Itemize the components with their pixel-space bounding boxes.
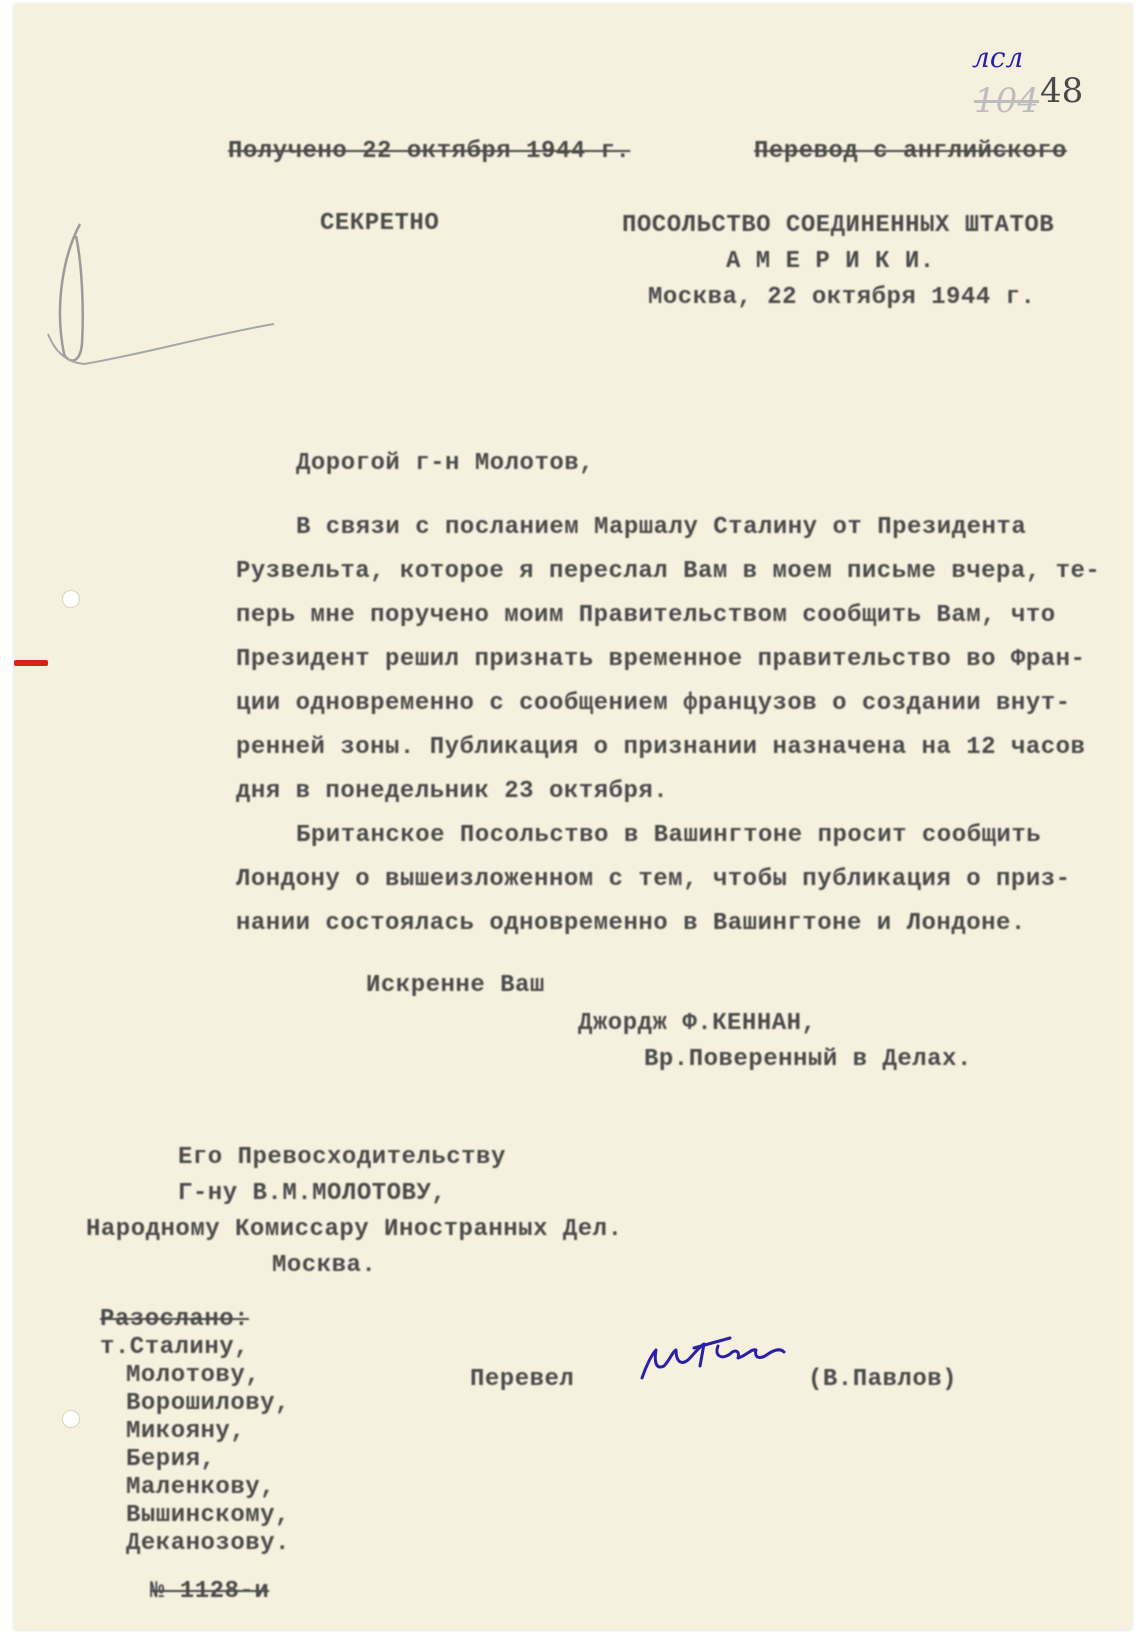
pencil-mark-icon <box>24 214 284 374</box>
sender-line2: А М Е Р И К И. <box>726 248 935 275</box>
distribution-recipient: т.Сталину, <box>100 1334 250 1361</box>
received-date: Получено 22 октября 1944 г. <box>228 138 631 165</box>
distribution-heading: Разослано: <box>100 1306 250 1333</box>
translator-signature-icon <box>634 1326 804 1396</box>
distribution-recipient: Маленкову, <box>126 1474 276 1501</box>
body-line: Рузвельта, которое я переслал Вам в моем письме вчера, те- <box>236 558 1101 585</box>
body-line: Лондону о вышеизложенном с тем, чтобы публикация о приз- <box>236 866 1071 893</box>
body-line: дня в понедельник 23 октября. <box>236 778 669 805</box>
distribution-recipient: Молотову, <box>126 1362 261 1389</box>
distribution-recipient: Микояну, <box>126 1418 246 1445</box>
signatory-title: Вр.Поверенный в Делах. <box>644 1046 972 1073</box>
archive-page-number: 48 <box>1040 71 1084 111</box>
sender-place-date: Москва, 22 октября 1944 г. <box>648 284 1036 311</box>
punch-hole-top <box>62 590 80 608</box>
body-line: нании состоялась одновременно в Вашингтоне и Лондоне. <box>236 910 1026 937</box>
addressee-line: Москва. <box>272 1252 377 1279</box>
translator-label: Перевел <box>470 1366 575 1393</box>
document-number: № 1128-и <box>150 1578 270 1605</box>
red-edge-tab <box>14 660 48 666</box>
archive-mark-crossed: 104 <box>974 81 1039 121</box>
salutation: Дорогой г-н Молотов, <box>296 450 595 477</box>
body-line: ренней зоны. Публикация о признании назначена на 12 часов <box>236 734 1086 761</box>
sender-line1: ПОСОЛЬСТВО СОЕДИНЕННЫХ ШТАТОВ <box>622 212 1055 239</box>
closing-phrase: Искренне Ваш <box>366 972 545 999</box>
signatory-name: Джордж Ф.КЕННАН, <box>578 1010 817 1037</box>
distribution-recipient: Берия, <box>126 1446 216 1473</box>
document-page <box>14 4 1132 1630</box>
body-line: ции одновременно с сообщением французов о создании внут- <box>236 690 1071 717</box>
distribution-recipient: Вышинскому, <box>126 1502 290 1529</box>
addressee-line: Его Превосходительству <box>178 1144 506 1171</box>
punch-hole-bottom <box>62 1410 80 1428</box>
translator-name: (В.Павлов) <box>808 1366 958 1393</box>
distribution-recipient: Деканозову. <box>126 1530 290 1557</box>
addressee-line: Г-ну В.М.МОЛОТОВУ, <box>178 1180 447 1207</box>
body-line: В связи с посланием Маршалу Сталину от Президента <box>296 514 1027 541</box>
addressee-line: Народному Комиссару Иностранных Дел. <box>86 1216 623 1243</box>
translation-note: Перевод с английского <box>754 138 1067 165</box>
body-line: Британское Посольство в Вашингтоне просит сообщить <box>296 822 1042 849</box>
body-line: перь мне поручено моим Правительством сообщить Вам, что <box>236 602 1056 629</box>
classification-label: СЕКРЕТНО <box>320 210 440 237</box>
distribution-recipient: Ворошилову, <box>126 1390 290 1417</box>
body-line: Президент решил признать временное правительство во Фран- <box>236 646 1086 673</box>
archive-mark-top: лсл <box>972 41 1024 74</box>
